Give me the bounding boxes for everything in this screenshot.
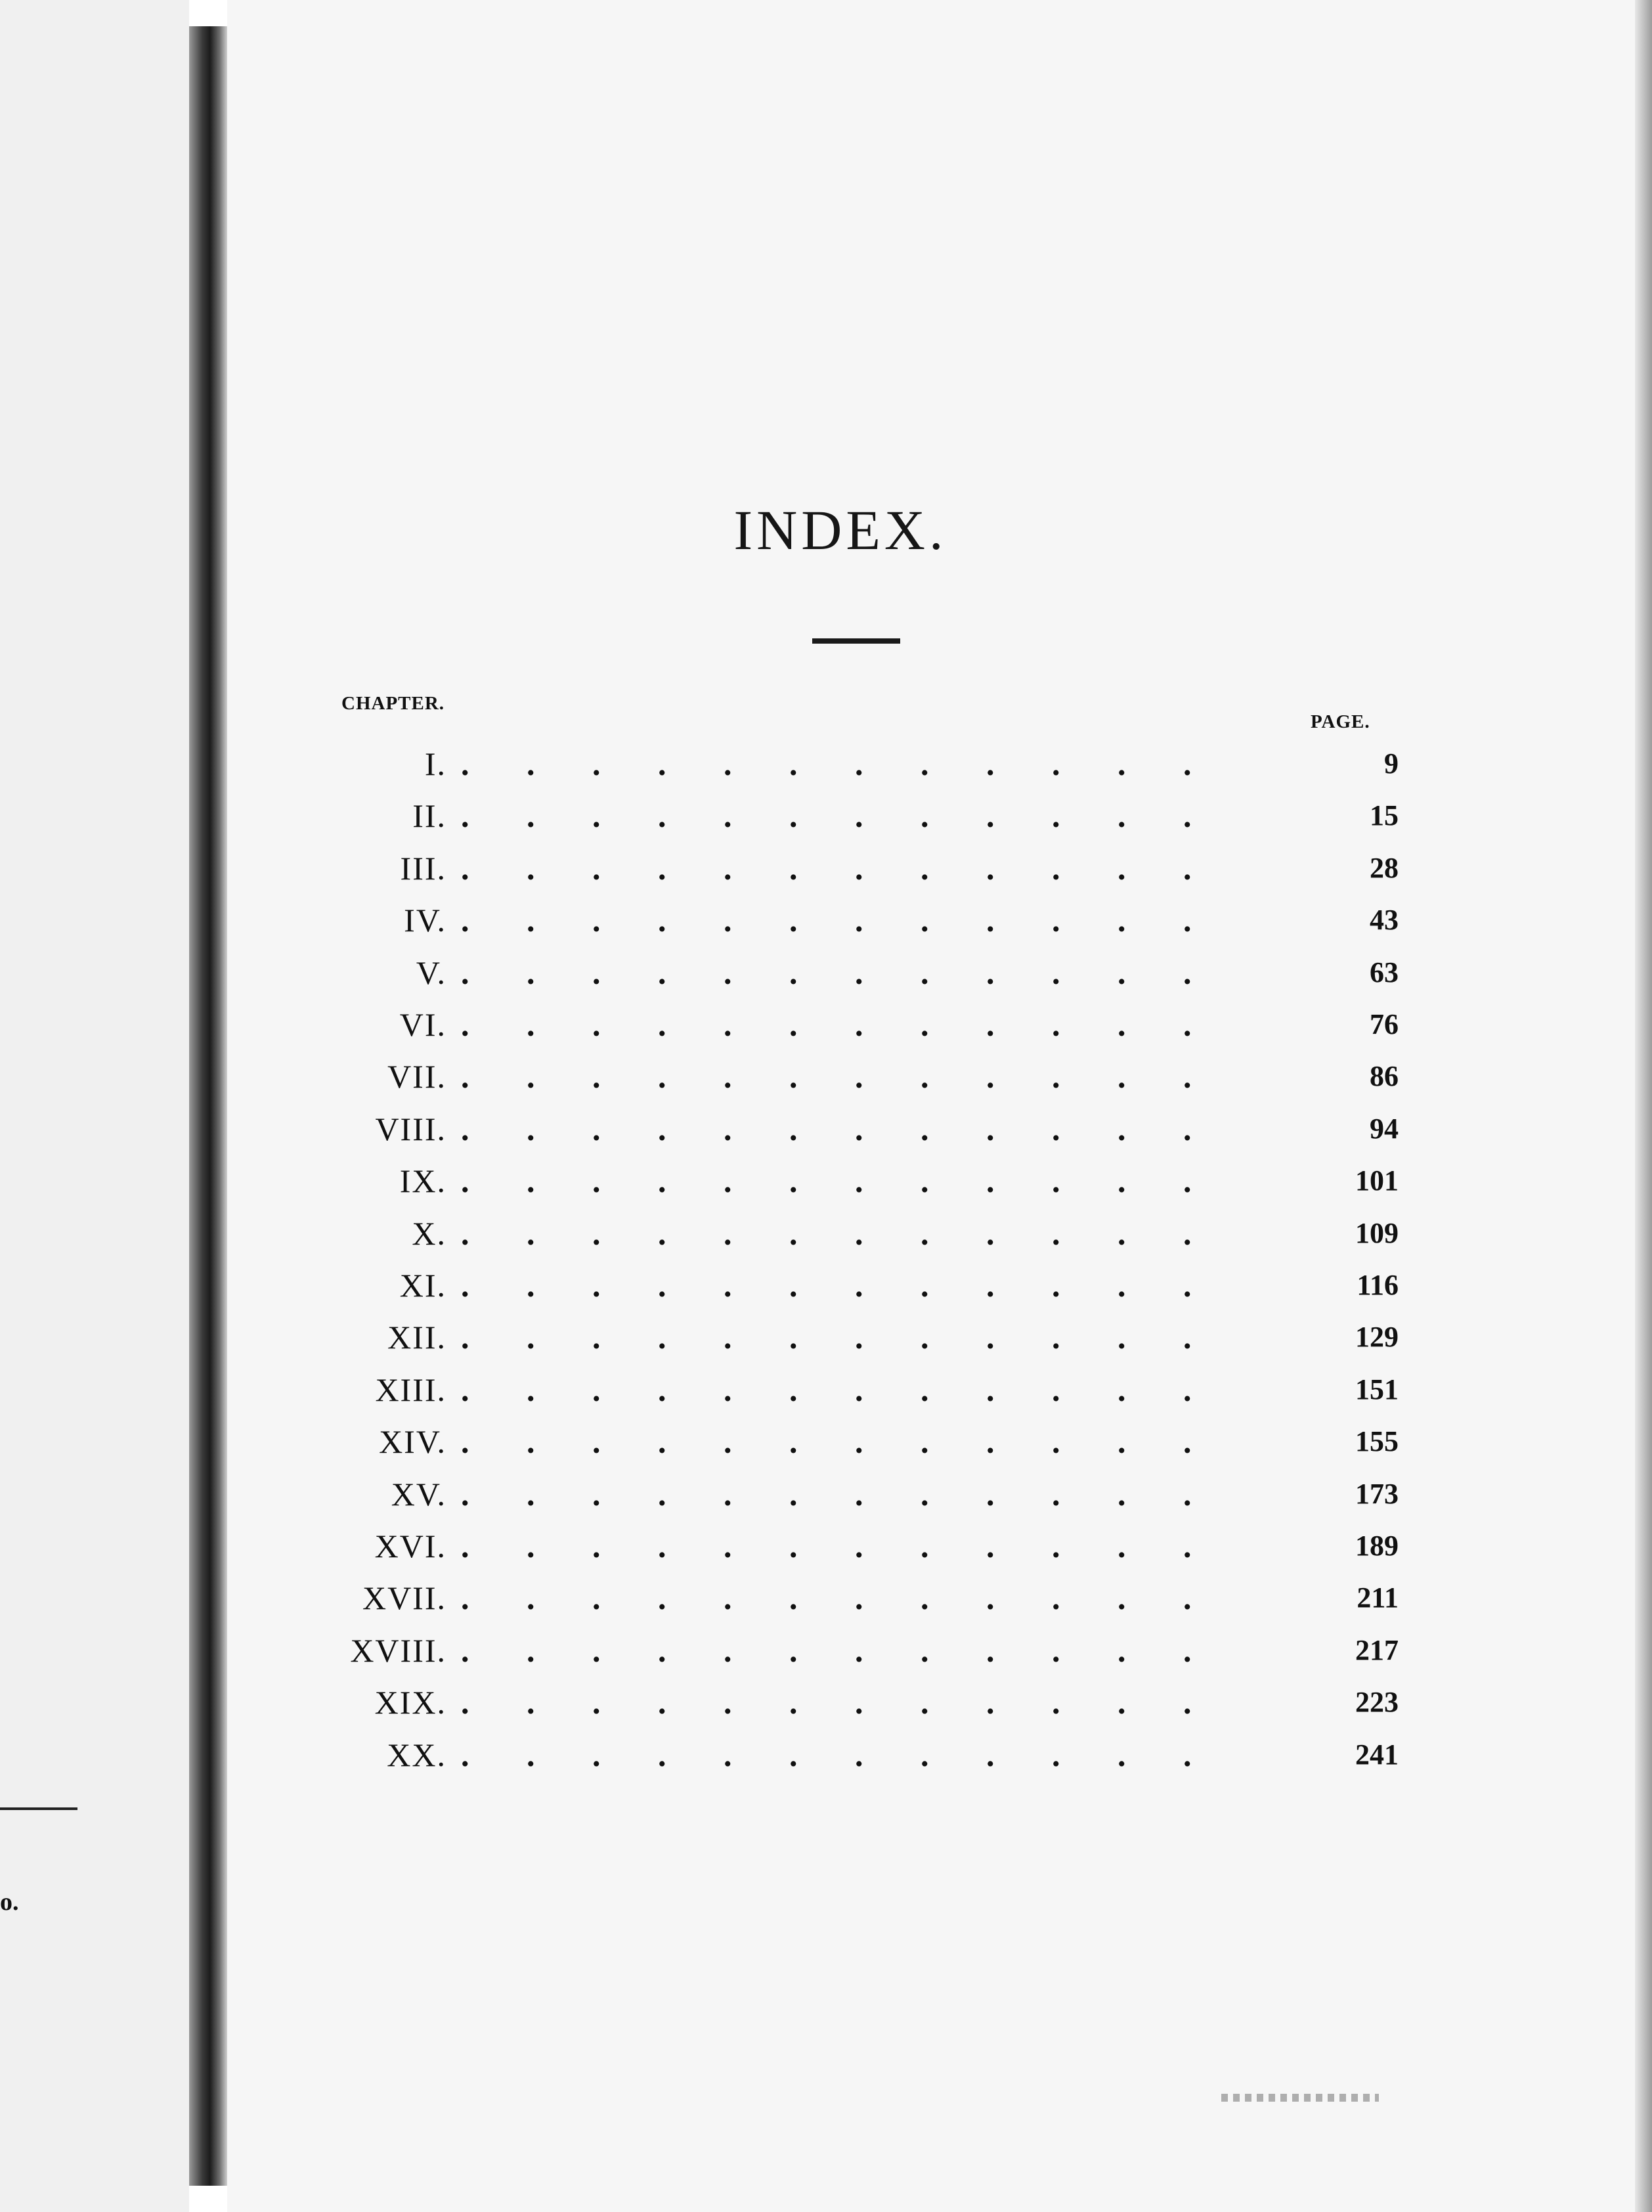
page-number: 223 [1261,1679,1399,1725]
page-number: 173 [1261,1471,1399,1517]
dot-leader [461,1106,1581,1152]
page-number: 241 [1261,1732,1399,1778]
title-rule [812,638,900,644]
chapter-number: XIX. [374,1684,446,1721]
chapter-number: VIII. [375,1111,446,1147]
chapter-number: VII. [387,1058,446,1095]
index-row [289,793,1405,839]
chapter-number: XVIII. [350,1632,446,1669]
page-number: 189 [1261,1523,1399,1569]
page-number: 15 [1261,793,1399,839]
page-number: 211 [1261,1575,1399,1621]
page-number: 9 [1261,741,1399,787]
chapter-number: XV. [391,1476,446,1513]
book-gutter [189,26,227,2186]
dot-leader [461,950,1581,996]
index-row [289,741,1405,787]
index-row [289,1314,1405,1360]
chapter-number: II. [412,797,446,834]
dot-leader [461,1158,1581,1204]
left-page-rule [0,1807,77,1810]
page-number: 63 [1261,950,1399,996]
index-row [289,1627,1405,1673]
chapter-number: V. [416,954,446,991]
dot-leader [461,1679,1581,1725]
page-number: 109 [1261,1210,1399,1256]
index-row [289,1262,1405,1308]
dot-leader [461,1471,1581,1517]
dot-leader [461,1210,1581,1256]
chapter-number: XIV. [379,1423,446,1460]
chapter-number: XVI. [374,1528,446,1564]
index-row [289,1523,1405,1569]
index-row [289,845,1405,891]
page-number: 28 [1261,845,1399,891]
left-page-fragment: o. [0,1889,18,1915]
chapter-number: XX. [387,1736,446,1773]
index-row [289,1575,1405,1621]
chapter-number: IX. [399,1162,446,1199]
chapter-number: IV. [404,902,446,939]
chapter-column-header: CHAPTER. [341,693,445,714]
index-row [289,1002,1405,1048]
chapter-number: XII. [387,1319,446,1356]
page-number: 94 [1261,1106,1399,1152]
dot-leader [461,1523,1581,1569]
index-row [289,1419,1405,1465]
index-row [289,1471,1405,1517]
page-number: 43 [1261,897,1399,943]
left-page [0,0,189,2212]
index-row [289,1158,1405,1204]
page-title: INDEX. [733,498,947,562]
chapter-number: XVII. [362,1580,446,1616]
printer-mark [1221,2094,1379,2102]
index-row [289,897,1405,943]
dot-leader [461,1262,1581,1308]
chapter-number: X. [412,1215,446,1252]
chapter-number: XI. [399,1267,446,1304]
index-row [289,1367,1405,1413]
chapter-number: VI. [399,1006,446,1043]
page-edge [1635,0,1652,2212]
dot-leader [461,1419,1581,1465]
dot-leader [461,1002,1581,1048]
dot-leader [461,1314,1581,1360]
dot-leader [461,897,1581,943]
chapter-number: I. [424,745,446,782]
chapter-number: XIII. [375,1371,446,1408]
page-number: 76 [1261,1002,1399,1048]
dot-leader [461,1732,1581,1778]
dot-leader [461,1367,1581,1413]
dot-leader [461,845,1581,891]
index-row [289,1210,1405,1256]
dot-leader [461,1627,1581,1673]
dot-leader [461,741,1581,787]
page-number: 116 [1261,1262,1399,1308]
dot-leader [461,1053,1581,1099]
index-row [289,1679,1405,1725]
dot-leader [461,1575,1581,1621]
page-number: 151 [1261,1367,1399,1413]
chapter-number: III. [400,850,446,887]
index-row [289,1732,1405,1778]
page-number: 155 [1261,1419,1399,1465]
page-number: 217 [1261,1627,1399,1673]
index-row [289,1053,1405,1099]
index-row [289,1106,1405,1152]
page-number: 101 [1261,1158,1399,1204]
page-number: 129 [1261,1314,1399,1360]
page-column-header: PAGE. [1311,711,1370,732]
page-number: 86 [1261,1053,1399,1099]
dot-leader [461,793,1581,839]
index-row [289,950,1405,996]
